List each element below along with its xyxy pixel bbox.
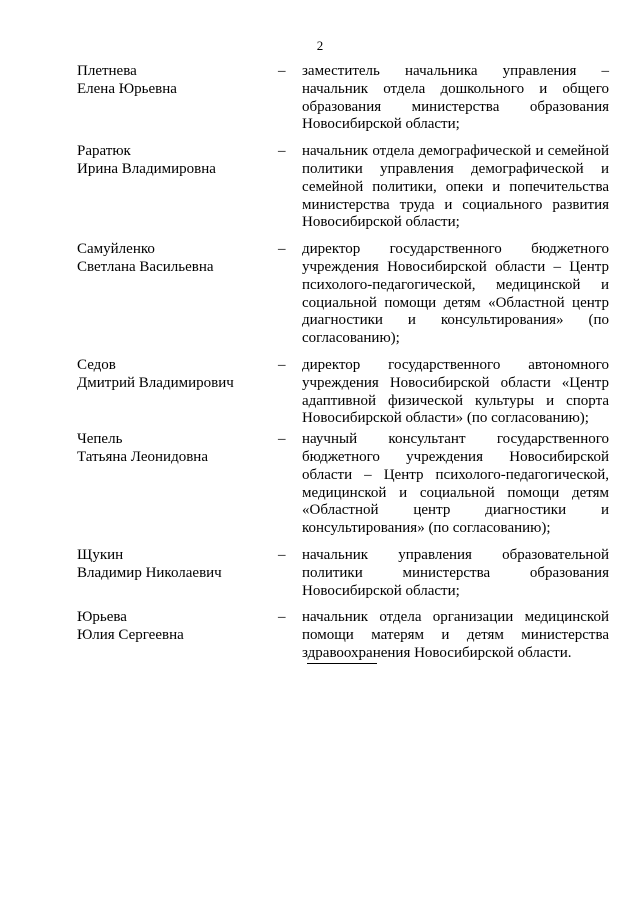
list-item xyxy=(77,63,611,134)
list-item xyxy=(77,609,611,662)
member-position: начальник управления образовательной политики министерства образования Новосибирской области; xyxy=(302,546,609,599)
member-given-names: Дмитрий Владимирович xyxy=(77,374,234,391)
member-given-names: Светлана Васильевна xyxy=(77,258,214,275)
member-position: директор государственного бюджетного учреждения Новосибирской области – Центр психолого-педагогической, медицинской и социальной помощи детям «Областной центр диагностики и консультирования» (по согласованию); xyxy=(302,241,609,347)
member-name xyxy=(77,143,278,179)
closing-rule xyxy=(307,663,377,664)
member-given-names: Юлия Сергеевна xyxy=(77,627,184,644)
member-list xyxy=(77,63,611,663)
member-given-names: Владимир Николаевич xyxy=(77,564,222,581)
member-surname: Раратюк xyxy=(77,143,131,160)
entry-spacer xyxy=(77,348,611,357)
member-name xyxy=(77,431,278,467)
member-name xyxy=(77,63,278,99)
dash-separator: – xyxy=(278,356,286,373)
member-position: директор государственного автономного учреждения Новосибирской области «Центр адаптивной физической культуры и спорта Новосибирской области» (по согласованию); xyxy=(302,356,609,427)
dash-separator: – xyxy=(278,546,286,563)
member-surname: Самуйленко xyxy=(77,241,155,258)
member-given-names: Ирина Владимировна xyxy=(77,160,216,177)
list-item xyxy=(77,143,611,232)
member-surname: Чепель xyxy=(77,431,123,448)
member-position: научный консультант государственного бюджетного учреждения Новосибирской области – Центр психолого-педагогической, медицинской и социальной помощи детям «Областной центр диагностики и консультирования» (по согласованию); xyxy=(302,431,609,537)
list-item xyxy=(77,357,611,428)
member-name xyxy=(77,357,278,393)
page-number: 2 xyxy=(316,38,324,53)
member-given-names: Елена Юрьевна xyxy=(77,80,177,97)
member-name xyxy=(77,609,278,645)
member-name xyxy=(77,547,278,583)
dash-separator: – xyxy=(278,609,286,626)
member-given-names: Татьяна Леонидовна xyxy=(77,448,208,465)
member-surname: Плетнева xyxy=(77,63,137,79)
entry-spacer xyxy=(77,232,611,241)
list-item xyxy=(77,547,611,600)
member-name xyxy=(77,241,278,277)
dash-separator: – xyxy=(278,431,286,448)
member-surname: Седов xyxy=(77,356,116,373)
member-position: начальник отдела демографической и семейной политики управления демографической и семейной политики, опеки и попечительства министерства труда и социального развития Новосибирской области; xyxy=(302,143,609,231)
entry-spacer xyxy=(77,134,611,143)
list-item xyxy=(77,241,611,348)
dash-separator: – xyxy=(278,143,286,160)
dash-separator: – xyxy=(278,63,286,79)
member-surname: Щукин xyxy=(77,546,124,563)
member-surname: Юрьева xyxy=(77,609,127,626)
dash-separator: – xyxy=(278,241,286,258)
entry-spacer xyxy=(77,538,611,547)
list-item xyxy=(77,431,611,538)
member-position: начальник отдела организации медицинской помощи матерям и детям министерства здравоохранения Новосибирской области. xyxy=(302,609,609,661)
member-position: заместитель начальника управления – начальник отдела дошкольного и общего образования министерства образования Новосибирской области; xyxy=(302,63,609,133)
entry-spacer xyxy=(77,600,611,609)
